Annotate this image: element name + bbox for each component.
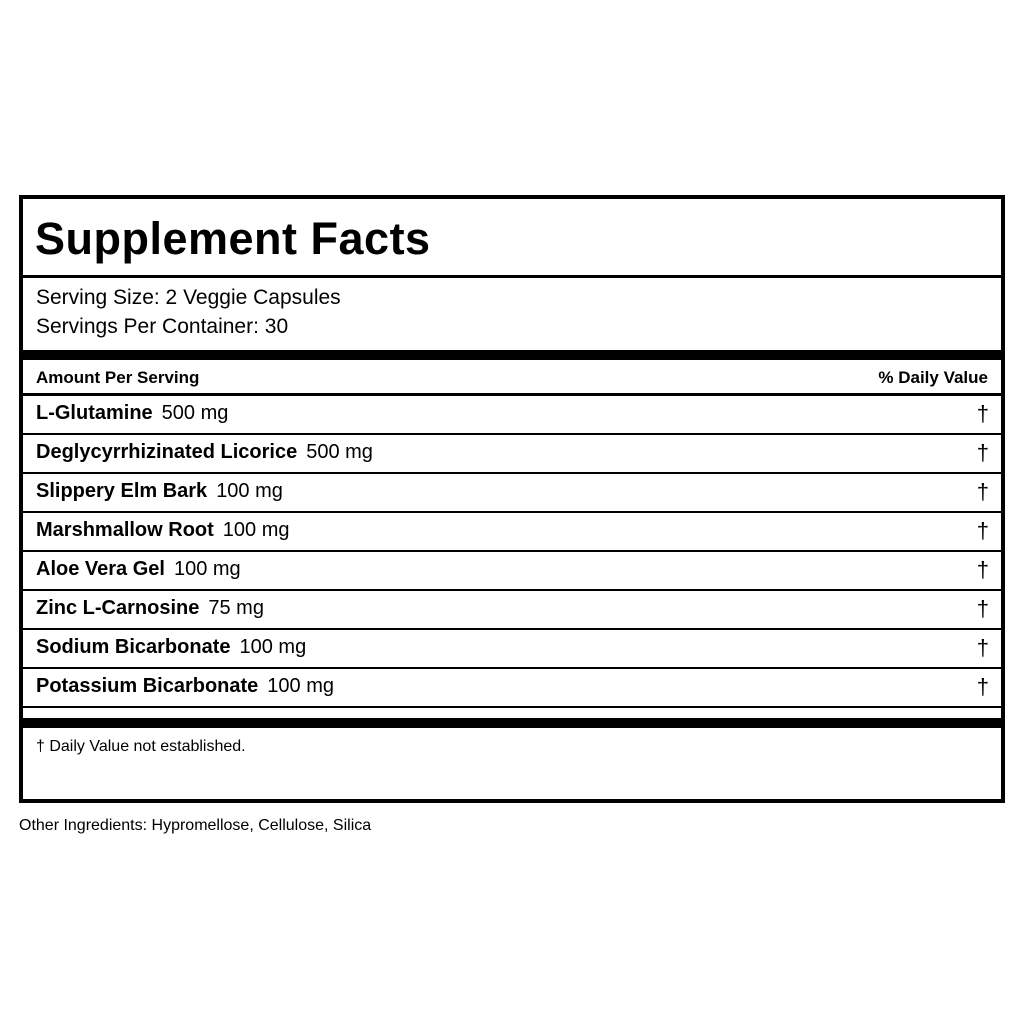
ingredient-name: L-Glutamine 500 mg [36,402,229,424]
daily-value-mark: † [976,596,989,621]
ingredient-name: Sodium Bicarbonate 100 mg [36,636,307,658]
ingredient-name: Zinc L-Carnosine 75 mg [36,597,264,619]
ingredient-row [23,396,1001,435]
daily-value-mark: † [976,401,989,426]
ingredient-row [23,552,1001,591]
supplement-facts-panel [19,195,1005,803]
daily-value-mark: † [976,557,989,582]
other-ingredients: Other Ingredients: Hypromellose, Cellulose, Silica [19,817,372,834]
daily-value-mark: † [976,635,989,660]
serving-info [23,278,1001,350]
ingredient-name: Deglycyrrhizinated Licorice 500 mg [36,441,373,463]
ingredient-amount: 100 mg [173,558,241,580]
footnote: † Daily Value not established. [36,738,246,755]
ingredient-amount: 500 mg [161,402,229,424]
ingredient-name: Potassium Bicarbonate 100 mg [36,675,335,697]
ingredient-row [23,591,1001,630]
ingredient-name: Slippery Elm Bark 100 mg [36,480,283,502]
ingredient-amount: 100 mg [267,675,335,697]
ingredient-amount: 500 mg [306,441,373,463]
daily-value-mark: † [976,479,989,504]
ingredient-name: Marshmallow Root 100 mg [36,519,290,541]
ingredient-amount: 100 mg [239,636,307,658]
ingredient-row [23,669,1001,708]
ingredient-rows [23,396,1001,708]
serving-size: Serving Size: 2 Veggie Capsules [36,286,341,309]
column-header-row [23,360,1001,396]
thick-divider-bottom [23,718,1001,728]
ingredient-row [23,435,1001,474]
ingredient-amount: 100 mg [222,519,290,541]
daily-value-label: % Daily Value [878,368,988,387]
amount-per-serving-label: Amount Per Serving [36,368,200,387]
daily-value-mark: † [976,518,989,543]
ingredient-row [23,474,1001,513]
ingredient-row [23,513,1001,552]
thick-divider-top [23,350,1001,360]
daily-value-mark: † [976,440,989,465]
ingredient-amount: 75 mg [208,597,264,619]
ingredient-amount: 100 mg [216,480,283,502]
servings-per-container: Servings Per Container: 30 [36,315,289,338]
title-section [23,199,1001,278]
daily-value-mark: † [976,674,989,699]
ingredient-name: Aloe Vera Gel 100 mg [36,558,241,580]
panel-title: Supplement Facts [35,213,431,264]
ingredient-row [23,630,1001,669]
